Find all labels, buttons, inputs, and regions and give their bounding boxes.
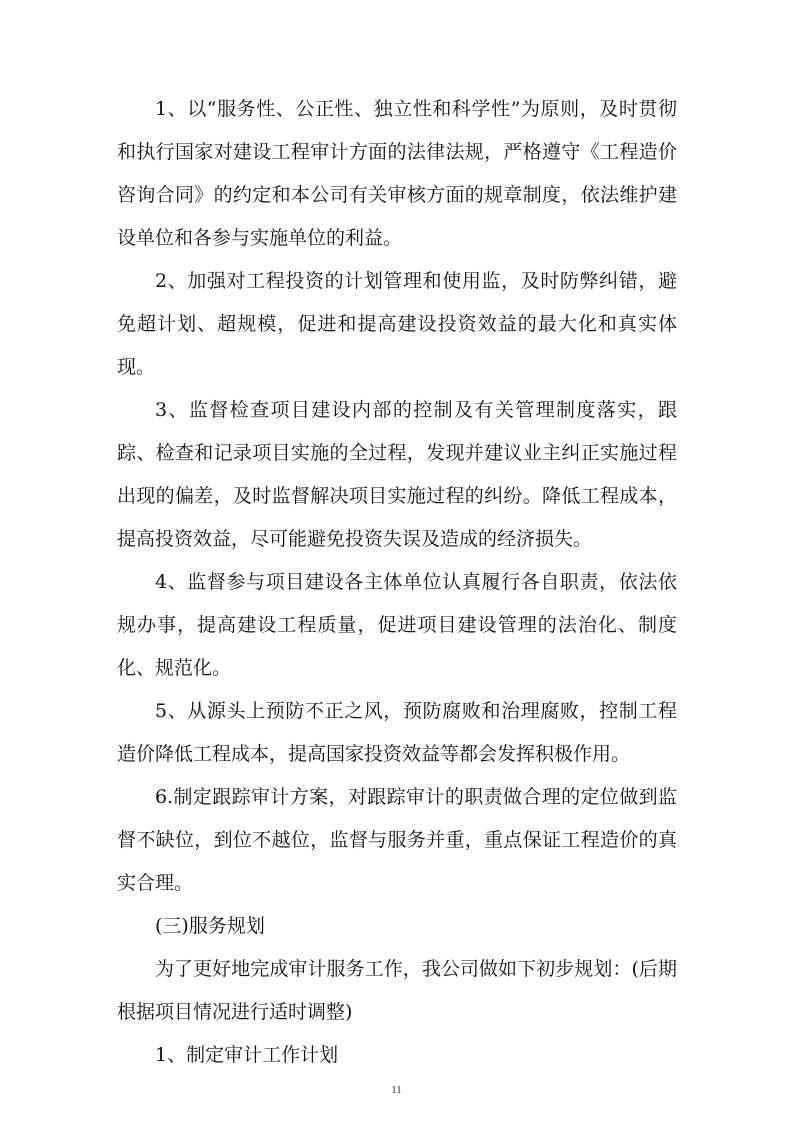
paragraph-anti-corruption: 5、从源头上预防不正之风，预防腐败和治理腐败，控制工程造价降低工程成本，提高国家投资效益等都会发挥积极作用。 [117, 700, 677, 765]
paragraph-audit-plan: 6.制定跟踪审计方案，对跟踪审计的职责做合理的定位做到监督不缺位，到位不越位，监督与服务并重，重点保证工程造价的真实合理。 [117, 786, 677, 894]
paragraph-principles: 1、以“服务性、公正性、独立性和科学性”为原则，及时贯彻和执行国家对建设工程审计方面的法律法规，严格遵守《工程造价咨询合同》的约定和本公司有关审核方面的规章制度，依法维护建设单位和各参与实施单位的利益。 [117, 98, 677, 249]
document-body [117, 88, 677, 1077]
paragraph-supervision-inspection: 3、监督检查项目建设内部的控制及有关管理制度落实，跟踪、检查和记录项目实施的全过程，发现并建议业主纠正实施过程出现的偏差，及时监督解决项目实施过程的纠纷。降低工程成本，提高投资效益，尽可能避免投资失误及造成的经济损失。 [117, 399, 677, 550]
section-heading-service-planning: (三)服务规划 [155, 915, 265, 937]
list-item-audit-work-plan: 1、制定审计工作计划 [155, 1044, 339, 1066]
page-number: 11 [391, 1084, 402, 1096]
paragraph-planning-intro: 为了更好地完成审计服务工作，我公司做如下初步规划：(后期根据项目情况进行适时调整) [117, 958, 677, 1023]
paragraph-responsibility: 4、监督参与项目建设各主体单位认真履行各自职责，依法依规办事，提高建设工程质量，促进项目建设管理的法治化、制度化、规范化。 [117, 571, 677, 679]
paragraph-investment-control: 2、加强对工程投资的计划管理和使用监，及时防弊纠错，避免超计划、超规模，促进和提高建设投资效益的最大化和真实体现。 [117, 270, 677, 378]
